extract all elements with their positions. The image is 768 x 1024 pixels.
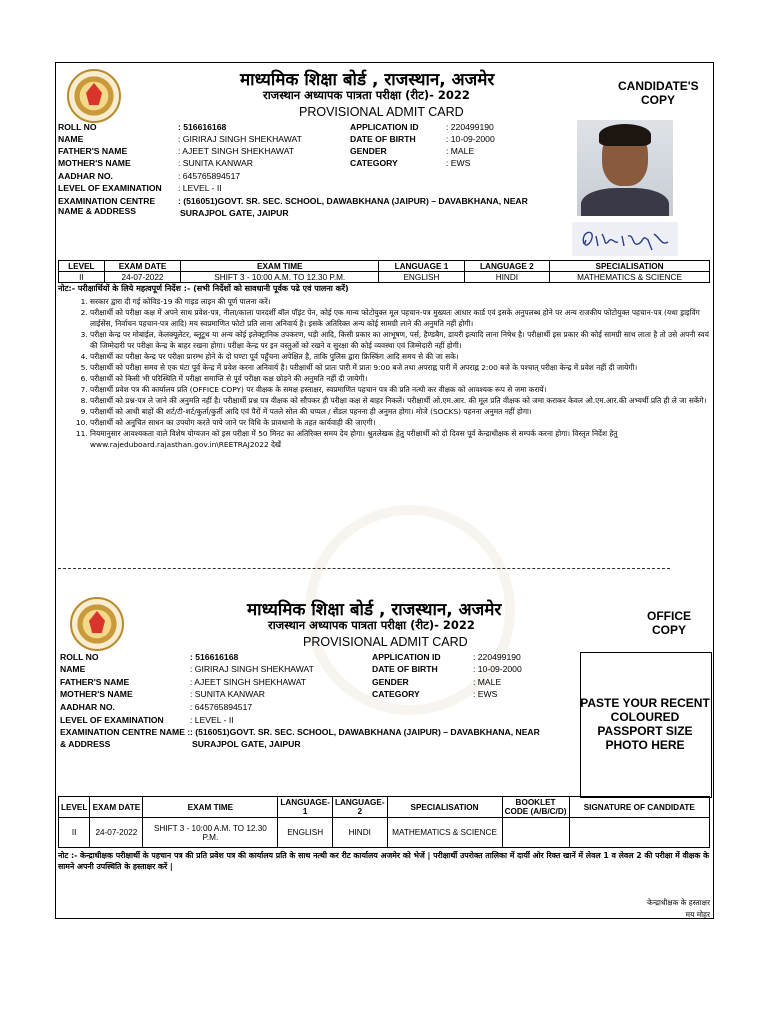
col-signature: SIGNATURE OF CANDIDATE — [569, 797, 709, 818]
value-name-office: : GIRIRAJ SINGH SHEKHAWAT — [190, 664, 314, 674]
label-roll: ROLL NO — [58, 122, 97, 132]
col-specialisation: SPECIALISATION — [550, 261, 710, 272]
label-gender-office: GENDER — [372, 677, 409, 687]
label-father-office: FATHER'S NAME — [60, 677, 130, 687]
col-level: LEVEL — [59, 261, 105, 272]
board-title-office: माध्यमिक शिक्षा बोर्ड , राजस्थान, अजमेर — [247, 600, 502, 620]
instruction-item: 3. परीक्षा केन्द्र पर मोबाईल, केलक्यूलेटर, ब्लूटूथ या अन्य कोई इलेक्ट्रानिक उपकरण, घड़ी आदि, किसी प्रकार का आभूषण, पर्स, हैण्डबैग, डायरी इत्यादि लाना निषेध है। परीक्षार्थी इस प्रकार की कोई सामग्री साथ लाता है तो उसे अपनी स्वयं की जिम्मेदारी पर परीक्षा केन्द्र के बाहर रखना होगा। परीक्षा केन्द्र पर इन वस्तुओं को रखने व सुरक्षा की कोई व्यवस्था एवं जिम्मेदारी नहीं होगी। — [90, 329, 712, 351]
cell-exam-date: 24-07-2022 — [90, 818, 143, 848]
cell-exam-time: SHIFT 3 - 10:00 A.M. TO 12.30 P.M. — [181, 272, 379, 283]
value-level: : LEVEL - II — [178, 183, 222, 193]
instructions-heading: नोट:- परीक्षार्थियों के लिये महत्वपूर्ण निर्देश :- (सभी निर्देशों को सावधानी पूर्वक पढे एवं पालना करें) — [58, 284, 349, 293]
instruction-item: 1. सरकार द्वारा दी गई कोविड-19 की गाइड लाइन की पूर्ण पालना करें। — [90, 296, 712, 307]
superintendent-signature-block — [600, 897, 710, 921]
label-aadhar-office: AADHAR NO. — [60, 702, 115, 712]
card-title: PROVISIONAL ADMIT CARD — [299, 105, 464, 119]
label-centre-office-1: EXAMINATION CENTRE NAME : — [60, 727, 191, 737]
value-aadhar: : 645765894517 — [178, 171, 241, 181]
cell-level: II — [59, 272, 105, 283]
label-centre: EXAMINATION CENTRE NAME & ADDRESS — [58, 196, 156, 216]
office-exam-table — [58, 796, 710, 848]
cell-language-1: ENGLISH — [278, 818, 333, 848]
candidate-photo — [577, 120, 673, 216]
label-roll-office: ROLL NO — [60, 652, 99, 662]
cell-language-1: ENGLISH — [379, 272, 464, 283]
value-centre-line1: : (516051)GOVT. SR. SEC. SCHOOL, DAWABKHANA (JAIPUR) – DAVABKHANA, NEAR — [178, 196, 528, 206]
label-aadhar: AADHAR NO. — [58, 171, 113, 181]
instruction-item: 6. परीक्षार्थी को किसी भी परिस्थिति में परीक्षा समाप्ति से पूर्व परीक्षा कक्ष छोड़ने की अनुमति नहीं दी जायेगी। — [90, 373, 712, 384]
label-level-office: LEVEL OF EXAMINATION — [60, 715, 164, 725]
label-level: LEVEL OF EXAMINATION — [58, 183, 162, 193]
label-appid-office: APPLICATION ID — [372, 652, 441, 662]
cell-language-2: HINDI — [332, 818, 387, 848]
value-aadhar-office: : 645765894517 — [190, 702, 253, 712]
instruction-item: 11. नियमानुसार आवश्यकता वाले विशेष योग्यजन को इस परीक्षा में 50 मिनट का अतिरिक्त समय देय होगा। श्रुतलेखक हेतु परीक्षार्थी को दो दिवस पूर्व केन्द्राधीक्षक से सम्पर्क करना होगा। विस्तृत निर्देश हेतु www.rajeduboard.rajasthan.gov.in\REETRAJ2022 देखें — [90, 428, 712, 450]
photo-paste-instruction: PASTE YOUR RECENT COLOURED PASSPORT SIZE PHOTO HERE — [580, 696, 710, 752]
cell-specialisation: MATHEMATICS & SCIENCE — [550, 272, 710, 283]
candidate-signature-image — [572, 222, 678, 256]
value-category: : EWS — [446, 158, 471, 168]
label-gender: GENDER — [350, 146, 387, 156]
label-mother: MOTHER'S NAME — [58, 158, 131, 168]
signature-field[interactable] — [569, 818, 709, 848]
value-appid-office: : 220499190 — [473, 652, 521, 662]
col-language-2: LANGUAGE-2 — [332, 797, 387, 818]
table-row — [59, 272, 710, 283]
label-dob: DATE OF BIRTH — [350, 134, 416, 144]
col-exam-date: EXAM DATE — [90, 797, 143, 818]
booklet-code-field[interactable] — [502, 818, 569, 848]
seal-caption: मय मोहर — [685, 910, 710, 919]
value-centre-line2: SURAJPOL GATE, JAIPUR — [180, 208, 289, 218]
value-dob-office: : 10-09-2000 — [473, 664, 522, 674]
table-row — [59, 818, 710, 848]
col-language-1: LANGUAGE 1 — [379, 261, 464, 272]
board-title: माध्यमिक शिक्षा बोर्ड , राजस्थान, अजमेर — [240, 70, 495, 90]
label-appid: APPLICATION ID — [350, 122, 419, 132]
instruction-item: 9. परीक्षार्थी को आधी बाहों की शर्ट/टी-शर्ट/कुर्ता/कुर्ती आदि एवं पैरों में पतले सोल की चप्पल / सेंडल पहनना ही अनुमत होगा। मोजे (SOCKS) पहनना अनुमत नहीं होगा। — [90, 406, 712, 417]
cell-specialisation: MATHEMATICS & SCIENCE — [387, 818, 502, 848]
col-level: LEVEL — [59, 797, 90, 818]
value-appid: : 220499190 — [446, 122, 494, 132]
value-roll-office: : 516616168 — [190, 652, 239, 662]
instruction-item: 4. परीक्षार्थी का परीक्षा केन्द्र पर परीक्षा प्रारम्भ होने के दो घण्टा पूर्व पहुँचना अपेक्षित है, ताकि पुलिस द्वारा फ्रिस्किंग आदि समय से की जा सके। — [90, 351, 712, 362]
value-dob: : 10-09-2000 — [446, 134, 495, 144]
label-category-office: CATEGORY — [372, 689, 420, 699]
office-copy-label: OFFICE COPY — [647, 609, 691, 637]
cell-language-2: HINDI — [464, 272, 549, 283]
value-centre-office-2: SURAJPOL GATE, JAIPUR — [192, 739, 301, 749]
copy-label: CANDIDATE'S COPY — [618, 79, 699, 107]
col-booklet-code: BOOKLET CODE (A/B/C/D) — [502, 797, 569, 818]
instruction-item: 8. परीक्षार्थी को प्रश्न-पत्र ले जाने की अनुमति नहीं है। परीक्षार्थी प्रश्न पत्र वीक्षक को सौपकर ही परीक्षा कक्ष से बाहर निकलें। परीक्षार्थी ओ.एम.आर. की मूल प्रति वीक्षक को जमा कराकर केवल ओ.एम.आर.की अभ्यर्थी प्रति ही ले जा सकेंगे। — [90, 395, 712, 406]
value-roll: : 516616168 — [178, 122, 227, 132]
col-exam-time: EXAM TIME — [143, 797, 278, 818]
value-gender: : MALE — [446, 146, 475, 156]
col-language-1: LANGUAGE-1 — [278, 797, 333, 818]
col-exam-date: EXAM DATE — [104, 261, 181, 272]
value-mother: : SUNITA KANWAR — [178, 158, 253, 168]
cell-exam-time: SHIFT 3 - 10:00 A.M. TO 12.30 P.M. — [143, 818, 278, 848]
instruction-item: 2. परीक्षार्थी को परीक्षा कक्ष में अपने साथ प्रवेश-पत्र, नीला/काला पारदर्शी बॉल पॉइंट पेन, कोई एक मान्य फोटोयुक्त मूल पहचान-पत्र मुख्यतः आधार कार्ड एवं इसके अनुपलब्ध होने पर अन्य राजकीय फोटोयुक्त पहचान-पत्र (यथा ड्राइविंग लाईसेंस, निर्वाचन पहचान-पत्र आदि) मय स्वप्रमाणित फोटो प्रति लाना अनिवार्य है। इसके अतिरिक्त अन्य कोई सामग्री लाने की अनुमति नहीं होगी। — [90, 307, 712, 329]
card-title-office: PROVISIONAL ADMIT CARD — [303, 635, 468, 649]
table-header-row — [59, 797, 710, 818]
col-specialisation: SPECIALISATION — [387, 797, 502, 818]
value-mother-office: : SUNITA KANWAR — [190, 689, 265, 699]
value-name: : GIRIRAJ SINGH SHEKHAWAT — [178, 134, 302, 144]
label-centre-office-2: & ADDRESS — [60, 739, 111, 749]
table-header-row — [59, 261, 710, 272]
value-father: : AJEET SINGH SHEKHAWAT — [178, 146, 295, 156]
value-centre-office-1: : (516051)GOVT. SR. SEC. SCHOOL, DAWABKHANA (JAIPUR) – DAVABKHANA, NEAR — [190, 727, 540, 737]
signature-caption: केन्द्राधीक्षक के हस्ताक्षर — [647, 898, 710, 907]
label-category: CATEGORY — [350, 158, 398, 168]
instruction-item: 10. परीक्षार्थी को अनुचित साधन का उपयोग करते पाये जाने पर विधि के प्रावधानो के तहत कार्यवाही की जाएगी। — [90, 417, 712, 428]
exam-title-office: राजस्थान अध्यापक पात्रता परीक्षा (रीट)- 2022 — [268, 618, 475, 632]
value-level-office: : LEVEL - II — [190, 715, 234, 725]
value-category-office: : EWS — [473, 689, 498, 699]
office-note: नोट :- केन्द्राधीक्षक परीक्षार्थी के पहचान पत्र की प्रति प्रवेश पत्र की कार्यालय प्रति के साथ नत्थी कर रीट कार्यालय अजमेर को भेजें | परीक्षार्थी उपरोक्त तालिका में दायीं ओर रिक्त खानें में लेवल 1 व लेवल 2 की परीक्षा में वीक्षक के सामने अपनी उपस्थिति के हस्ताक्षर करें | — [58, 851, 710, 871]
cell-exam-date: 24-07-2022 — [104, 272, 181, 283]
instruction-item: 7. परीक्षार्थी प्रवेश पत्र की कार्यालय प्रति (OFFICE COPY) पर वीक्षक के समक्ष हस्ताक्षर, स्वप्रमाणित पहचान पत्र की प्रति नत्थी कर वीक्षक को आवश्यक रूप से जमा करायें। — [90, 384, 712, 395]
label-name: NAME — [58, 134, 84, 144]
col-language-2: LANGUAGE 2 — [464, 261, 549, 272]
board-logo — [67, 69, 121, 123]
label-name-office: NAME — [60, 664, 86, 674]
value-father-office: : AJEET SINGH SHEKHAWAT — [190, 677, 307, 687]
cell-level: II — [59, 818, 90, 848]
cut-line — [58, 568, 670, 569]
col-exam-time: EXAM TIME — [181, 261, 379, 272]
label-mother-office: MOTHER'S NAME — [60, 689, 133, 699]
value-gender-office: : MALE — [473, 677, 502, 687]
label-dob-office: DATE OF BIRTH — [372, 664, 438, 674]
exam-schedule-table — [58, 260, 710, 283]
instruction-item: 5. परीक्षार्थी को परीक्षा समय से एक घंटा पूर्व केन्द्र में प्रवेश करना अनिवार्य है। परीक्षार्थी को प्रातः पारी में प्रातः 9:00 बजे तथा अपराह्न पारी में अपराह्न 2:00 बजे के पश्चात् परीक्षा केन्द्र में प्रवेश नहीं दी जायेगी। — [90, 362, 712, 373]
board-logo-office — [70, 597, 124, 651]
label-father: FATHER'S NAME — [58, 146, 128, 156]
exam-title: राजस्थान अध्यापक पात्रता परीक्षा (रीट)- 2022 — [263, 88, 470, 102]
instructions-list — [76, 296, 712, 450]
